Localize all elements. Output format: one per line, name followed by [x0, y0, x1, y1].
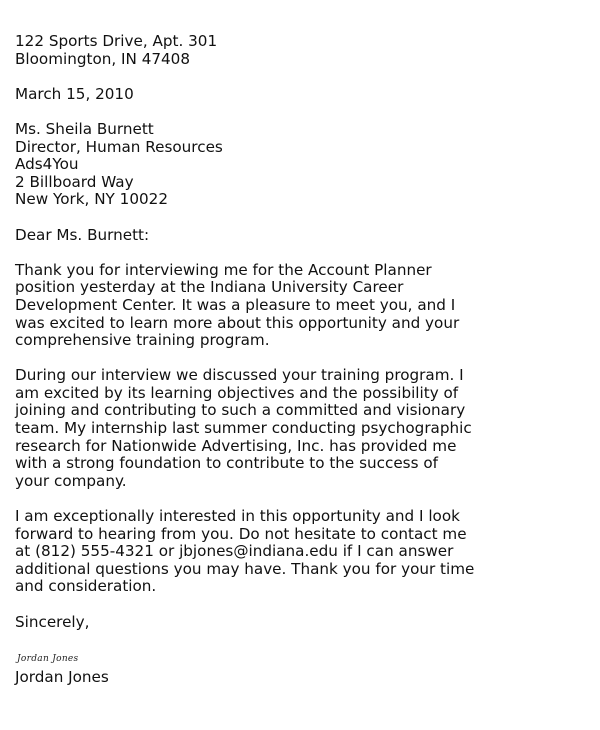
paragraph-line: Development Center. It was a pleasure to meet you, and I [15, 295, 456, 314]
paragraph-line: at (812) 555-4321 or jbjones@indiana.edu if I can answer [15, 542, 454, 561]
paragraph-line: Thank you for interviewing me for the Account Planner [15, 260, 432, 279]
paragraph-3 [15, 508, 590, 596]
letter [15, 33, 590, 687]
paragraph-2 [15, 367, 590, 490]
paragraph-line: During our interview we discussed your training program. I [15, 366, 464, 385]
paragraph-line: position yesterday at the Indiana University Career [15, 278, 404, 297]
recipient-title: Director, Human Resources [15, 137, 223, 156]
recipient-company: Ads4You [15, 155, 79, 174]
paragraph-line: was excited to learn more about this opportunity and your [15, 313, 460, 332]
paragraph-line: forward to hearing from you. Do not hesitate to contact me [15, 524, 467, 543]
recipient-street: 2 Billboard Way [15, 172, 134, 191]
handwritten-signature: Jordan Jones [17, 654, 79, 665]
paragraph-line: joining and contributing to such a committed and visionary [15, 401, 466, 420]
sender-city: Bloomington, IN 47408 [15, 49, 191, 68]
salutation: Dear Ms. Burnett: [15, 225, 150, 244]
paragraph-line: comprehensive training program. [15, 331, 270, 350]
paragraph-line: your company. [15, 471, 127, 490]
closing: Sincerely, [15, 612, 90, 631]
recipient-address [15, 121, 590, 209]
paragraph-line: with a strong foundation to contribute to the success of [15, 454, 438, 473]
recipient-city: New York, NY 10022 [15, 190, 168, 209]
paragraph-line: am excited by its learning objectives and the possibility of [15, 383, 459, 402]
paragraph-1 [15, 262, 590, 350]
signature-name: Jordan Jones [15, 668, 109, 687]
paragraph-line: research for Nationwide Advertising, Inc. has provided me [15, 436, 457, 455]
letter-date: March 15, 2010 [15, 84, 134, 103]
sender-street: 122 Sports Drive, Apt. 301 [15, 32, 218, 50]
recipient-name: Ms. Sheila Burnett [15, 119, 154, 138]
paragraph-line: team. My internship last summer conducting psychographic [15, 419, 472, 438]
paragraph-line: I am exceptionally interested in this opportunity and I look [15, 507, 460, 526]
paragraph-line: additional questions you may have. Thank you for your time [15, 559, 475, 578]
paragraph-line: and consideration. [15, 577, 157, 596]
sender-address [15, 33, 590, 68]
